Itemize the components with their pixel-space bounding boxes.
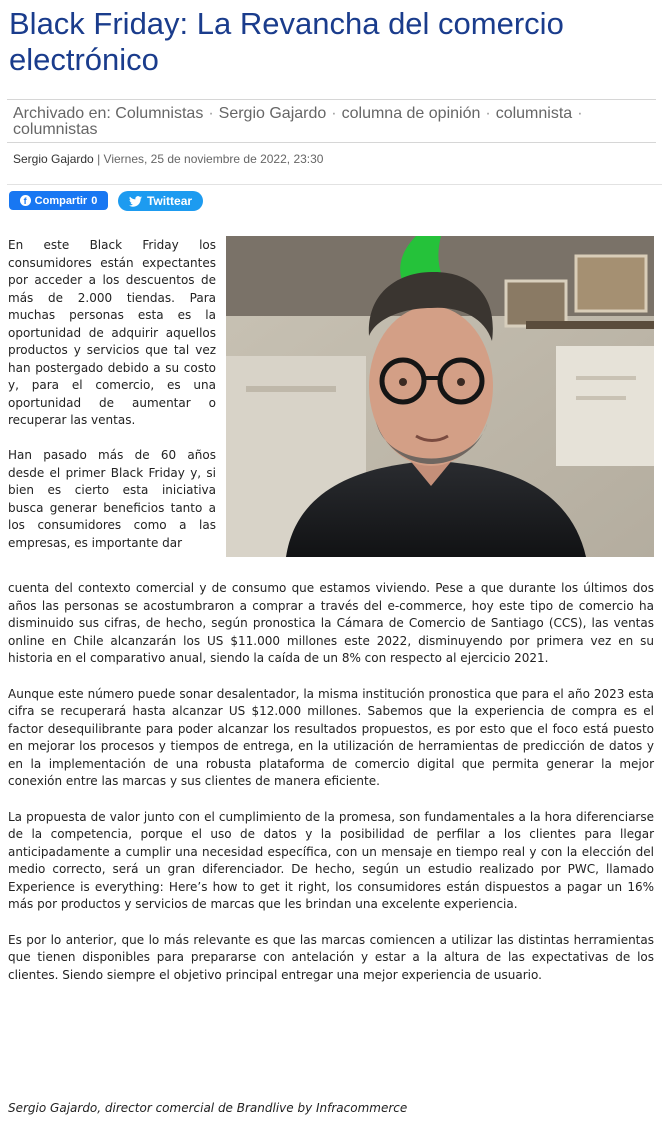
- tag-separator: ·: [485, 105, 491, 122]
- publish-date: Viernes, 25 de noviembre de 2022, 23:30: [103, 152, 324, 166]
- byline-separator: |: [97, 152, 101, 166]
- tag-separator: ·: [331, 105, 337, 122]
- article-body: [8, 580, 654, 1002]
- article-paragraph: Es por lo anterior, que lo más relevante es que las marcas comiencen a utilizar las distintas herramientas que tienen disponibles para prepararse con antelación y estar a la altura de las expectativas de los clientes. Siendo siempre el objetivo principal entregar una mejor experiencia de usuario.: [8, 932, 654, 982]
- tag-link[interactable]: columnista: [495, 105, 573, 122]
- article-paragraph: La propuesta de valor junto con el cumplimiento de la promesa, son fundamentales a la hora diferenciarse de la competencia, porque el uso de datos y la posibilidad de perfilar a los clientes para llegar anticipadamente a cumplir una necesidad específica, con un mensaje en tiempo real y con la elección del medio correcto, será un gran diferenciador. De hecho, según un estudio realizado por PWC, llamado Experience is everything: Here’s how to get it right, los consumidores están dispuestos a pagar un 16% más por productos y servicios de marcas que les brindan una excelente experiencia.: [8, 809, 654, 911]
- facebook-share-button[interactable]: [9, 191, 108, 210]
- article-paragraph: Han pasado más de 60 años desde el primer Black Friday y, si bien es cierto esta iniciativa busca generar beneficios tanto a los consumidores como a las empresas, es importante dar: [8, 448, 216, 550]
- facebook-share-label: Compartir: [34, 194, 88, 207]
- author-signature: Sergio Gajardo, director comercial de Brandlive by Infracommerce: [8, 1101, 408, 1115]
- author-name[interactable]: Sergio Gajardo: [13, 152, 94, 166]
- facebook-share-count: 0: [91, 194, 98, 207]
- tag-link[interactable]: Columnistas: [115, 105, 204, 122]
- article-paragraph: Aunque este número puede sonar desalentador, la misma institución pronostica que para el año 2023 esta cifra se recuperará hasta alcanzar US $12.000 millones. Sabemos que la experiencia de compra es el factor desequilibrante para poder alcanzar los resultados propuestos, es por esto que el foco está puesto en mejorar los procesos y tiempos de entrega, en la utilización de herramientas de predicción de datos y en la implementación de una robusta plataforma de comercio digital que permita generar la mejor conexión entre las marcas y sus clientes de manera eficiente.: [8, 686, 654, 788]
- byline-divider: [7, 184, 662, 185]
- twitter-bird-icon: [129, 196, 142, 207]
- author-photo: [226, 236, 654, 557]
- twitter-share-label: Twittear: [146, 194, 193, 208]
- article-title: Black Friday: La Revancha del comercio electrónico: [9, 6, 564, 77]
- twitter-share-button[interactable]: [118, 191, 203, 211]
- tags-bar: [7, 99, 656, 143]
- article-paragraph: cuenta del contexto comercial y de consumo que estamos viviendo. Pese a que durante los últimos dos años las personas se acostumbraron a comprar a través del e-commerce, hoy este tipo de comercio ha disminuido sus cifras, de hecho, según pronostica la Cámara de Comercio de Santiago (CCS), las ventas online en Chile alcanzarán los US $11.000 millones este 2022, disminuyendo por primera vez en su historia en el comparativo anual, siendo la caída de un 8% con respecto al ejercicio 2021.: [8, 581, 654, 665]
- tag-link[interactable]: columna de opinión: [341, 105, 481, 122]
- tag-link[interactable]: columnistas: [13, 121, 98, 138]
- tag-separator: ·: [577, 105, 583, 122]
- byline: [13, 151, 662, 185]
- tag-link[interactable]: Sergio Gajardo: [218, 105, 327, 122]
- article-paragraph: En este Black Friday los consumidores están expectantes por acceder a los descuentos de más de 2.000 tiendas. Para muchas personas esta es la oportunidad de adquirir aquellos productos y servicios que tal vez han postergado debido a su costo y, para el comercio, es una oportunidad de aumentar o recuperar las ventas.: [8, 238, 216, 427]
- tag-separator: ·: [208, 105, 214, 122]
- tags-prefix: Archivado en:: [13, 105, 111, 122]
- facebook-icon: f: [20, 195, 31, 206]
- article-intro: [8, 237, 216, 570]
